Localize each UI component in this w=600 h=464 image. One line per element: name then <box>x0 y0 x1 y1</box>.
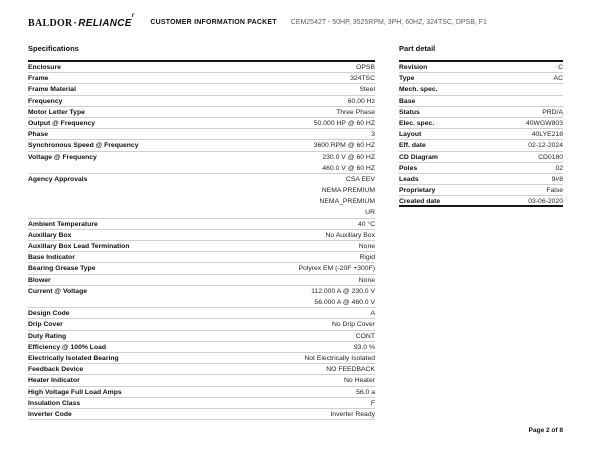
row-values <box>304 353 375 364</box>
row-value: No Drip Cover <box>331 321 375 329</box>
row-value: None <box>358 276 375 284</box>
row-values <box>371 398 375 409</box>
row-label: Phase <box>28 131 49 139</box>
table-row <box>399 84 563 95</box>
row-value: 40WGW803 <box>525 119 563 127</box>
row-label: Leads <box>399 175 419 183</box>
table-row <box>28 319 375 330</box>
row-label: Duty Rating <box>28 332 67 340</box>
row-values <box>554 73 563 84</box>
table-row <box>28 73 375 84</box>
row-values <box>542 107 563 118</box>
table-row <box>28 174 375 219</box>
table-row <box>399 196 563 207</box>
part-descriptor: CEM2542T - 50HP, 3525RPM, 3PH, 60HZ, 324TSC, DPSB, F1 <box>290 18 487 26</box>
row-values <box>332 319 375 330</box>
part-detail-section <box>399 44 563 420</box>
row-values <box>299 263 376 274</box>
baldor-reliance-logo <box>28 13 134 31</box>
row-label: Base <box>399 97 416 105</box>
logo-brand-left: BALDOR <box>28 18 73 29</box>
table-row <box>28 219 375 230</box>
row-values <box>552 174 563 185</box>
row-value: NO FEEDBACK <box>326 366 375 374</box>
row-value: No Heater <box>344 377 375 385</box>
specifications-section <box>28 44 375 420</box>
row-label: Frequency <box>28 97 63 105</box>
table-row <box>28 375 375 386</box>
row-value: False <box>546 187 563 195</box>
row-values <box>344 375 375 386</box>
row-value: 02 <box>555 164 563 172</box>
row-value: 02-12-2024 <box>528 142 563 150</box>
row-values <box>528 140 563 151</box>
row-label: Heater Indicator <box>28 377 80 385</box>
row-label: Status <box>399 108 420 116</box>
row-values <box>360 84 376 95</box>
table-row <box>399 185 563 196</box>
row-value: CD0180 <box>538 153 563 161</box>
row-values <box>359 275 375 286</box>
row-label: Type <box>399 75 415 83</box>
page-number: Page 2 of 8 <box>528 427 563 434</box>
row-value: Rigid <box>359 254 375 262</box>
table-row <box>399 118 563 129</box>
row-value: Three Phase <box>336 108 375 116</box>
row-values <box>336 107 375 118</box>
row-label: Current @ Voltage <box>28 287 87 295</box>
row-values <box>311 286 375 308</box>
row-label: Output @ Frequency <box>28 119 96 127</box>
row-value: No Auxillary Box <box>325 231 375 239</box>
row-value: 324TSC <box>350 75 375 83</box>
table-row <box>28 241 375 252</box>
row-values <box>356 387 375 398</box>
row-label: Feedback Device <box>28 366 84 374</box>
table-row <box>399 96 563 107</box>
row-values <box>558 62 563 73</box>
row-values <box>354 342 375 353</box>
row-value: 50.000 HP @ 60 HZ <box>313 119 375 127</box>
table-row <box>28 398 375 409</box>
row-label: Agency Approvals <box>28 175 88 183</box>
page-header <box>28 15 572 29</box>
row-values <box>526 118 563 129</box>
row-label: Mech. spec. <box>399 86 438 94</box>
logo-trademark-mark: r <box>131 13 135 19</box>
table-row <box>28 286 375 308</box>
table-row <box>28 96 375 107</box>
row-value: CONT <box>355 332 375 340</box>
specifications-section-title: Specifications <box>28 44 79 53</box>
row-label: Electrically Isolated Bearing <box>28 354 119 362</box>
row-value: Not Electrically Isolated <box>304 354 375 362</box>
row-value: OPSB <box>356 64 375 71</box>
row-values <box>359 241 375 252</box>
table-row <box>28 342 375 353</box>
row-label: Motor Letter Type <box>28 108 85 116</box>
part-detail-section-title: Part detail <box>399 44 436 53</box>
row-label: Frame Material <box>28 86 76 94</box>
row-label: Synchronous Speed @ Frequency <box>28 142 139 150</box>
table-row <box>28 107 375 118</box>
row-label: Base Indicator <box>28 254 75 262</box>
row-value: A <box>370 310 375 318</box>
row-values <box>326 230 376 241</box>
table-row <box>399 129 563 140</box>
row-values <box>538 152 563 163</box>
table-row <box>28 84 375 95</box>
row-value: 9#8 <box>551 175 563 183</box>
row-label: Poles <box>399 164 418 172</box>
row-values <box>371 129 375 140</box>
table-row <box>399 140 563 151</box>
row-values <box>532 129 563 140</box>
specifications-table <box>28 60 375 420</box>
row-value: 56.0 a <box>356 388 375 396</box>
row-values <box>350 73 375 84</box>
row-label: Efficiency @ 100% Load <box>28 343 107 351</box>
row-value: F <box>370 399 375 407</box>
document-title: CUSTOMER INFORMATION PACKET <box>150 18 277 26</box>
row-value: NEMA PREMIUM <box>321 187 375 195</box>
row-values <box>546 185 563 196</box>
row-value: 40LYE218 <box>531 131 563 139</box>
logo-separator-dot: · <box>73 18 78 29</box>
row-values <box>370 308 375 319</box>
row-value: PRD/A <box>542 108 563 116</box>
row-label: Drip Cover <box>28 321 63 329</box>
row-label: Insulation Class <box>28 399 81 407</box>
table-row <box>399 107 563 118</box>
row-value: Polyrex EM (-20F +300F) <box>298 265 375 273</box>
row-value: 112.000 A @ 230.0 V <box>311 287 375 295</box>
table-row <box>28 252 375 263</box>
table-row <box>28 387 375 398</box>
row-value: 56.000 A @ 460.0 V <box>314 299 375 306</box>
table-row <box>399 152 563 163</box>
content-columns <box>28 44 563 420</box>
row-value: 230.0 V @ 60 HZ <box>322 153 375 161</box>
row-label: Layout <box>399 131 422 139</box>
table-row <box>28 275 375 286</box>
row-value: 93.0 % <box>353 343 375 351</box>
row-values <box>356 331 375 342</box>
row-label: CD Diagram <box>399 153 438 161</box>
row-label: Elec. spec. <box>399 119 435 127</box>
row-values <box>348 96 375 107</box>
row-label: Auxillary Box Lead Termination <box>28 243 130 251</box>
row-label: Voltage @ Frequency <box>28 153 97 161</box>
row-values <box>358 219 375 230</box>
part-detail-table <box>399 60 563 207</box>
table-row <box>28 62 375 73</box>
table-row <box>28 140 375 151</box>
table-row <box>28 364 375 375</box>
row-label: Revision <box>399 64 428 71</box>
logo-brand-right: RELIANCE <box>78 18 132 29</box>
row-label: Enclosure <box>28 64 61 71</box>
row-label: Bearing Grease Type <box>28 265 96 273</box>
row-values <box>322 152 375 174</box>
table-row <box>399 73 563 84</box>
row-label: High Voltage Full Load Amps <box>28 388 122 396</box>
table-row <box>28 353 375 364</box>
row-value: 03-06-2020 <box>528 198 563 206</box>
row-values <box>360 252 376 263</box>
row-values <box>356 62 375 73</box>
row-label: Frame <box>28 75 49 83</box>
row-value: None <box>358 243 375 251</box>
row-label: Design Code <box>28 310 70 318</box>
row-label: Eff. date <box>399 142 426 150</box>
table-row <box>399 163 563 174</box>
table-row <box>28 263 375 274</box>
table-row <box>28 152 375 174</box>
table-row <box>28 129 375 140</box>
row-label: Proprietary <box>399 187 436 195</box>
table-row <box>28 230 375 241</box>
row-values <box>330 409 375 420</box>
table-row <box>28 331 375 342</box>
row-value: UR <box>365 209 375 217</box>
row-label: Ambient Temperature <box>28 220 98 228</box>
table-row <box>28 118 375 129</box>
row-values <box>528 196 563 207</box>
row-value: AC <box>553 75 563 83</box>
row-values <box>326 364 375 375</box>
row-value: 3600 RPM @ 60 HZ <box>313 142 375 150</box>
row-value: 3 <box>371 131 375 139</box>
row-label: Auxillary Box <box>28 231 72 239</box>
row-value: Steel <box>359 86 375 94</box>
row-value: C <box>558 64 563 71</box>
table-row <box>399 174 563 185</box>
row-label: Inverter Code <box>28 410 72 418</box>
row-label: Created date <box>399 198 441 206</box>
row-value: 60.00 Hz <box>347 97 375 105</box>
row-values <box>314 118 375 129</box>
row-value: Inverter Ready <box>330 410 375 418</box>
row-values <box>555 163 563 174</box>
row-label: Blower <box>28 276 51 284</box>
row-value: 460.0 V @ 60 HZ <box>322 164 375 172</box>
row-value: NEMA_PREMIUM <box>319 198 375 206</box>
table-row <box>28 308 375 319</box>
row-values <box>314 140 375 151</box>
row-value: CSA EEV <box>345 175 375 183</box>
row-value: 40 °C <box>357 220 375 228</box>
table-row <box>399 62 563 73</box>
row-values <box>319 174 375 219</box>
table-row <box>28 409 375 420</box>
